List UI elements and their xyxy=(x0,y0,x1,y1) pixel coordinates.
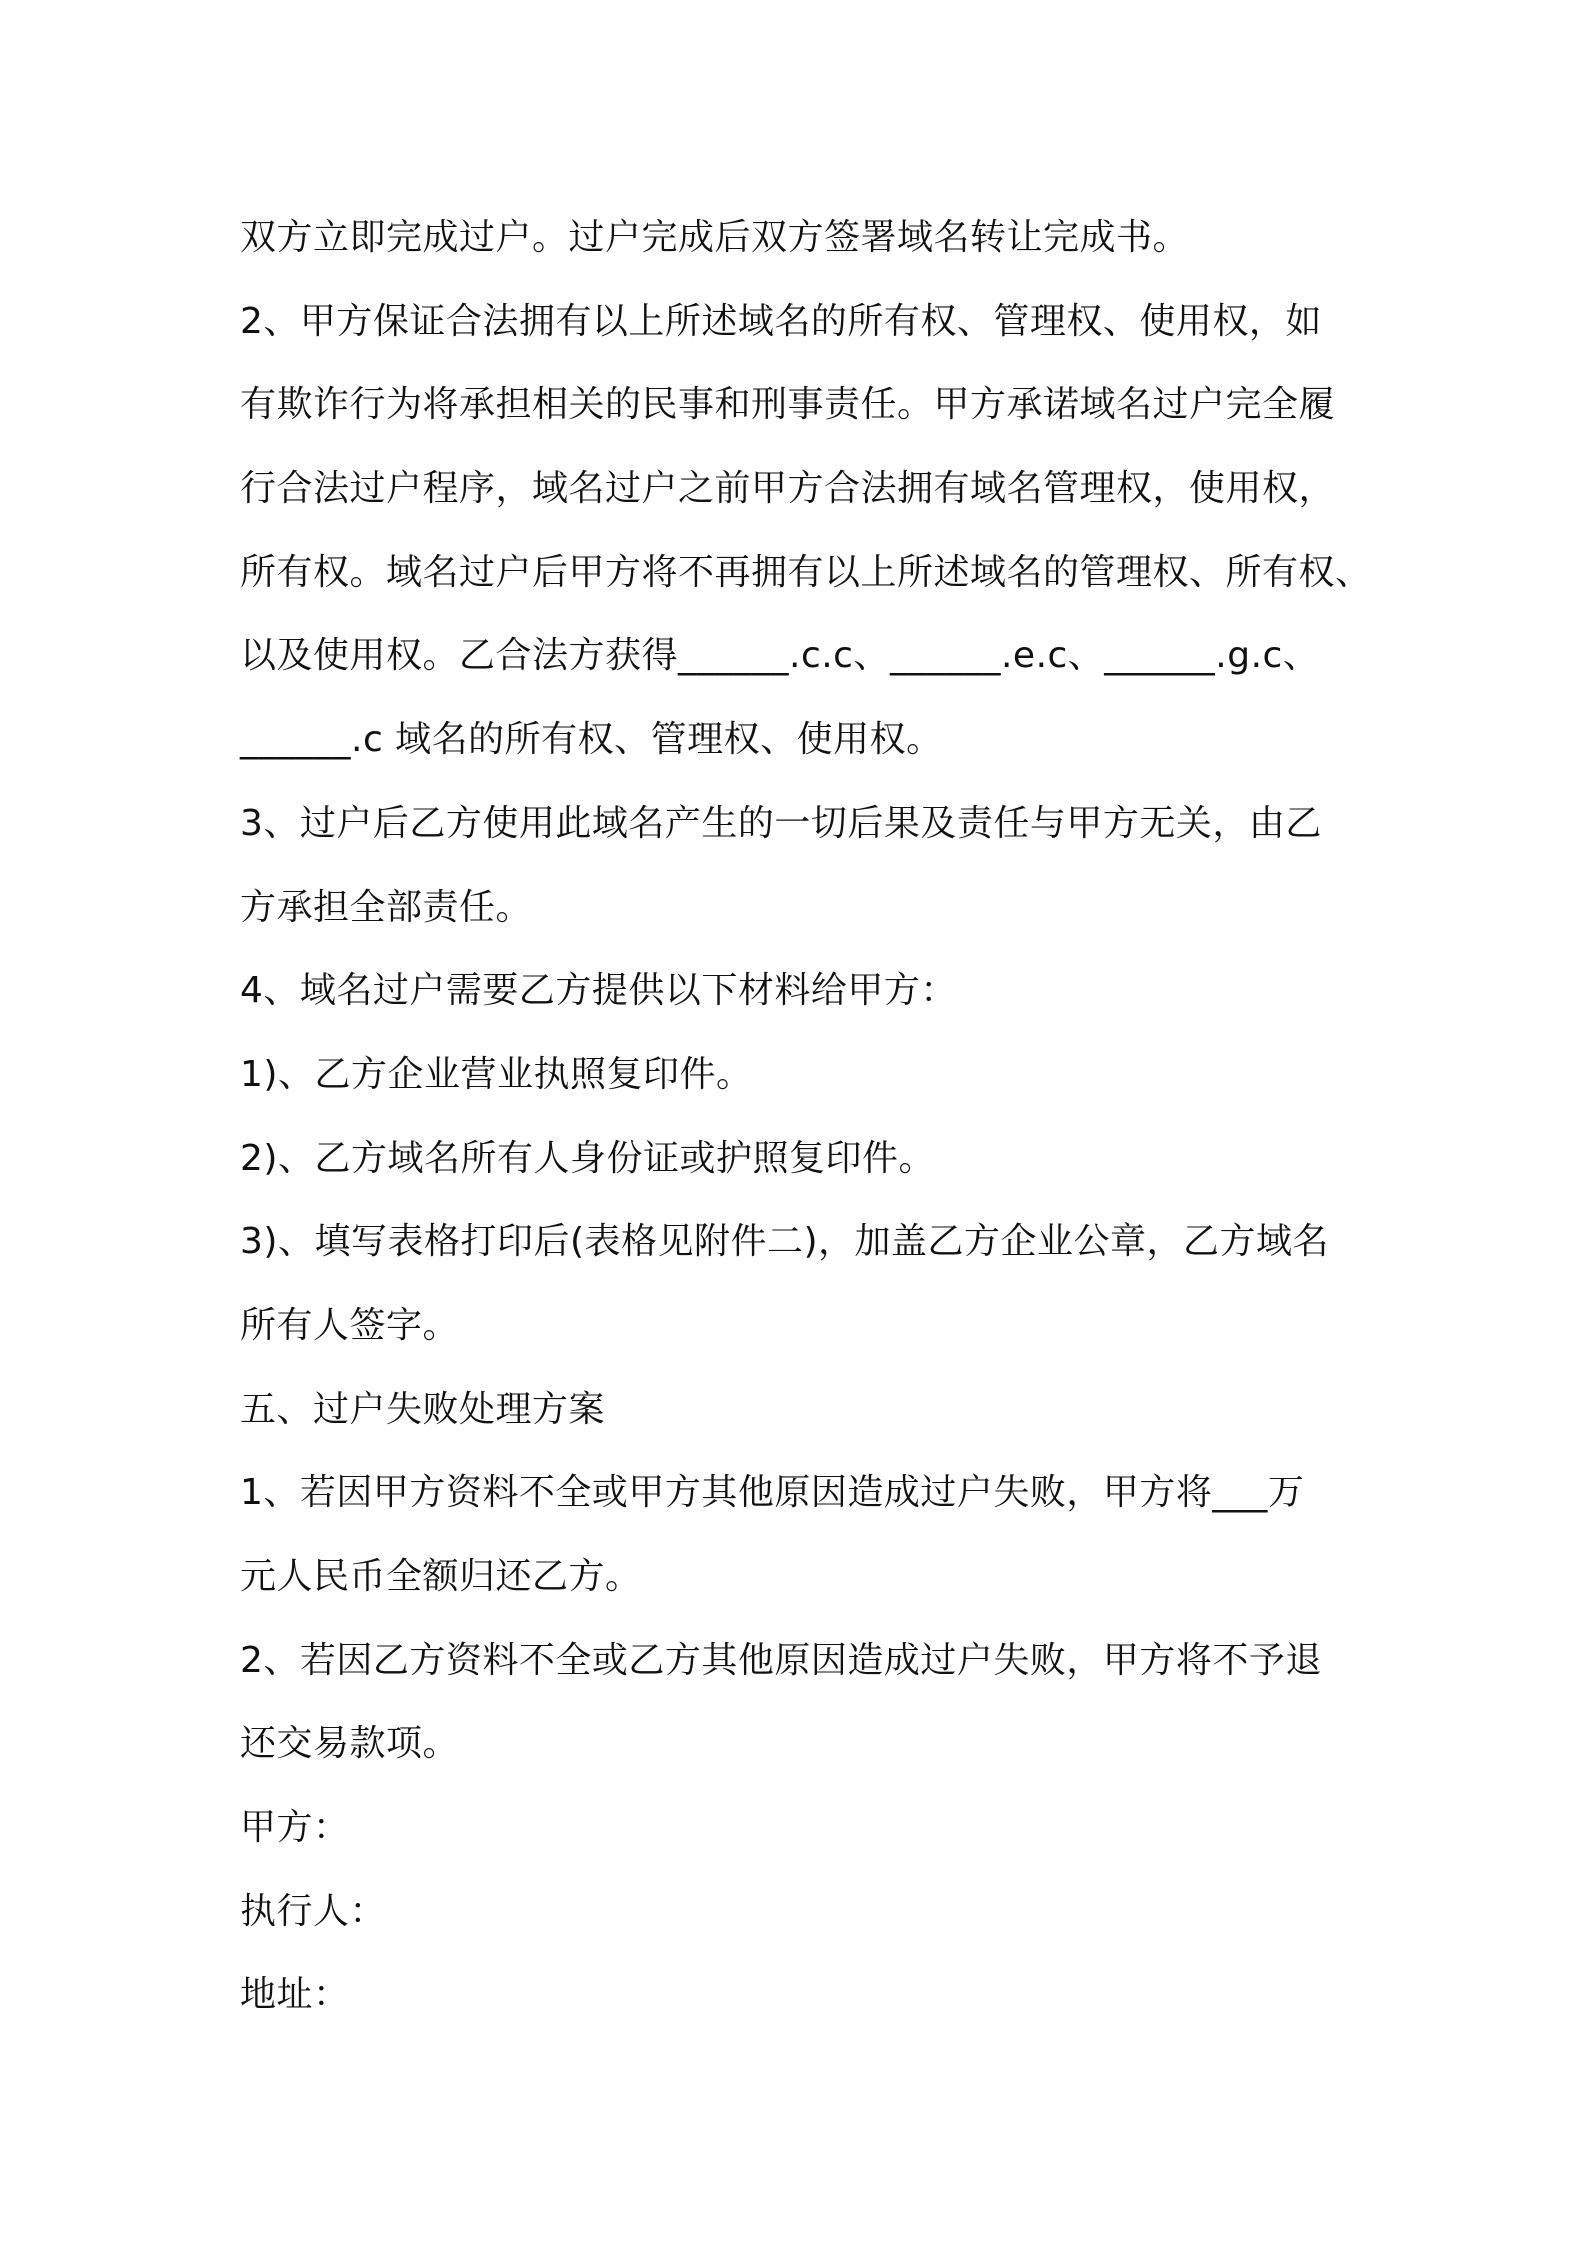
text-line: 2)、乙方域名所有人身份证或护照复印件。 xyxy=(240,1137,935,1179)
text-line: 行合法过户程序，域名过户之前甲方合法拥有域名管理权，使用权， xyxy=(240,468,1336,510)
text-line: 以及使用权。乙合法方获得______.c.c、______.e.c、______.g.c、 xyxy=(240,635,1320,677)
text-line: 3)、填写表格打印后(表格见附件二)，加盖乙方企业公章，乙方域名 xyxy=(240,1221,1330,1263)
text-line: 2、若因乙方资料不全或乙方其他原因造成过户失败，甲方将不予退 xyxy=(240,1639,1322,1681)
text-line: 方承担全部责任。 xyxy=(240,886,533,928)
party-a-label: 甲方： xyxy=(240,1807,350,1849)
text-line: 双方立即完成过户。过户完成后双方签署域名转让完成书。 xyxy=(240,217,1190,258)
text-line: 3、过户后乙方使用此域名产生的一切后果及责任与甲方无关，由乙 xyxy=(240,802,1322,844)
text-line: 2、甲方保证合法拥有以上所述域名的所有权、管理权、使用权，如 xyxy=(240,300,1322,342)
text-line: ______.c 域名的所有权、管理权、使用权。 xyxy=(240,719,943,761)
text-line: 还交易款项。 xyxy=(240,1723,460,1765)
address-label: 地址： xyxy=(240,1974,350,2016)
section-heading: 五、过户失败处理方案 xyxy=(240,1388,606,1430)
document-body xyxy=(240,196,1372,2037)
text-line: 4、域名过户需要乙方提供以下材料给甲方： xyxy=(240,970,957,1012)
text-line: 所有权。域名过户后甲方将不再拥有以上所述域名的管理权、所有权、 xyxy=(240,551,1372,593)
text-line: 1、若因甲方资料不全或甲方其他原因造成过户失败，甲方将___万 xyxy=(240,1472,1305,1514)
executor-label: 执行人： xyxy=(240,1890,387,1932)
text-line: 有欺诈行为将承担相关的民事和刑事责任。甲方承诺域名过户完全履 xyxy=(240,384,1336,426)
text-line: 元人民币全额归还乙方。 xyxy=(240,1556,642,1597)
text-line: 1)、乙方企业营业执照复印件。 xyxy=(240,1053,753,1095)
text-line: 所有人签字。 xyxy=(240,1304,460,1346)
